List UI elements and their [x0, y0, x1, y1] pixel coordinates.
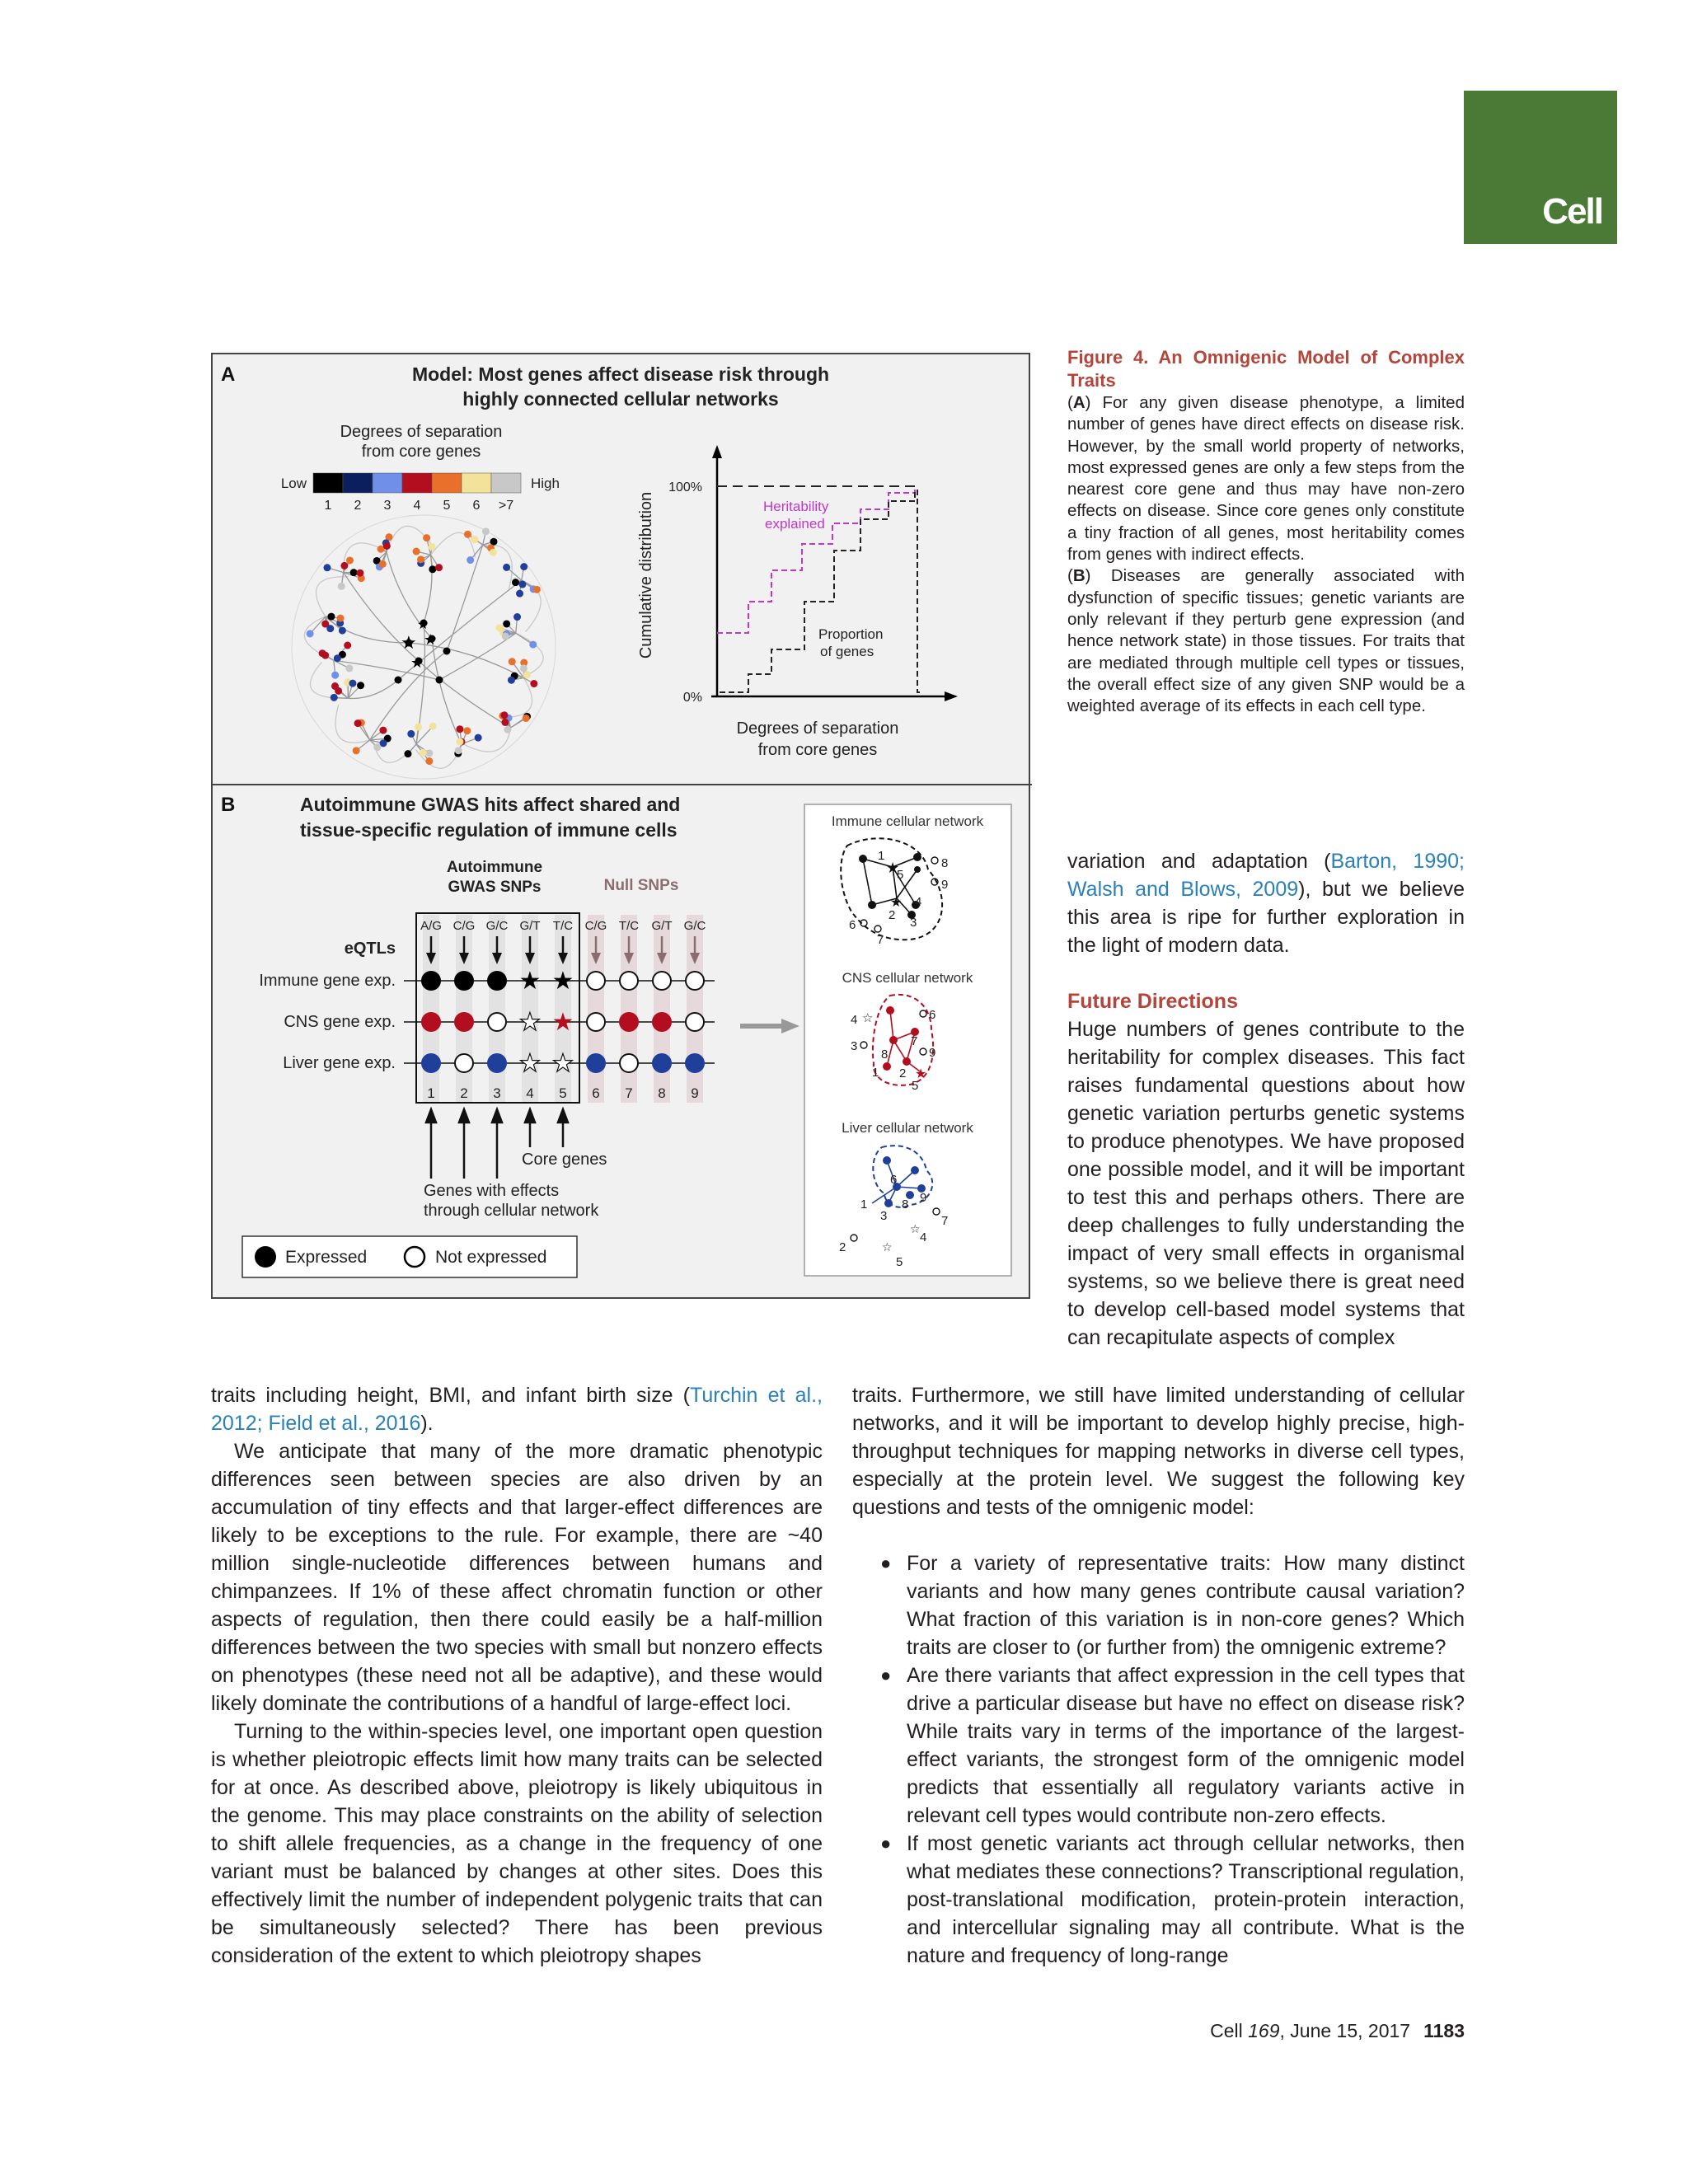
svg-text:8: 8 [902, 1197, 909, 1212]
network-node [443, 648, 451, 655]
legend-swatch [491, 473, 521, 493]
snp-allele: G/T [519, 919, 541, 933]
svg-text:8: 8 [881, 1047, 889, 1062]
legend-not-expressed: Not expressed [435, 1248, 547, 1267]
gene-expressed-marker [454, 971, 474, 991]
snp-allele: A/G [420, 919, 442, 933]
network-node [423, 534, 430, 541]
network-node [404, 750, 411, 757]
svg-text:9: 9 [929, 1046, 936, 1060]
core-gene-star: ★ [424, 631, 438, 648]
gene-expressed-marker [487, 971, 507, 991]
paragraph: We anticipate that many of the more dramatic phenotypic differences seen between species are also driven by an accumulation of tiny effects and that larger-effect differences are likely to be exceptions to the rule. For example, there are ~40 million single-nucleotide differences between humans and chimpanzees. If 1% of these affect chromatin function or other aspects of regulation, then there could easily be a half-million differences between the two species with small but nonzero effects on phenotypes (these need not all be adaptive), and these would likely dominate the contributions of a handful of large-effect loci. [211, 1440, 823, 1715]
svg-text:5: 5 [912, 1079, 919, 1093]
network-node [490, 549, 497, 556]
svg-text:★: ★ [890, 896, 903, 910]
caption-title: Figure 4. An Omnigenic Model of Complex Traits [1067, 347, 1465, 391]
cellular-network-graph [292, 515, 556, 779]
arrow-to-networks [740, 1019, 799, 1033]
network-node [520, 563, 528, 570]
proportion-label-2: of genes [820, 644, 874, 659]
chart-xlabel-2: from core genes [757, 741, 878, 759]
network-node [520, 664, 528, 672]
row-label-cns: CNS gene exp. [284, 1013, 396, 1031]
network-node [455, 747, 462, 754]
network-node [475, 734, 482, 742]
svg-text:1: 1 [872, 1066, 879, 1080]
column-number: 2 [460, 1085, 468, 1101]
panel-b-letter: B [221, 794, 236, 816]
column-number: 4 [526, 1085, 534, 1101]
network-node [429, 723, 437, 730]
network-node [425, 757, 433, 765]
caption-part-a: (A) For any given disease phenotype, a limited number of genes have direct effects on disease risk. However, by the small world property of networks, most expressed genes are only a few steps from the nearest core gene and thus may have non-zero effects on disease. Since core genes only constitute a tiny fraction of all genes, most heritability comes from genes with indirect effects. [1067, 393, 1465, 565]
panel-b-title-1: Autoimmune GWAS hits affect shared and [300, 794, 681, 815]
svg-text:☆: ☆ [882, 1240, 893, 1254]
network-node [523, 715, 530, 722]
list-item: ● For a variety of representative traits: How many distinct variants and how many genes contribute causal variation? What fraction of this variation is in non-core genes? Which traits are closer to (or further from) the omnigenic extreme? [852, 1549, 1465, 1661]
network-node [345, 664, 353, 672]
legend-swatch [373, 473, 402, 493]
core-gene-not-expressed-star: ★ [518, 1009, 542, 1036]
legend-title-2: from core genes [361, 443, 481, 461]
network-node [530, 680, 537, 687]
expressed-legend-marker [255, 1246, 276, 1268]
effects-label-1: Genes with effects [424, 1182, 560, 1200]
legend-expressed: Expressed [285, 1248, 368, 1267]
text-span: traits including height, BMI, and infant birth size ( [211, 1384, 690, 1407]
network-node [436, 677, 443, 684]
network-node [471, 536, 478, 543]
network-node [344, 641, 351, 649]
network-cns-title: CNS cellular network [842, 970, 973, 986]
svg-text:4: 4 [920, 1230, 927, 1244]
network-node [503, 564, 510, 571]
panel-a-title-1: Model: Most genes affect disease risk through [411, 363, 830, 385]
column-numbers [427, 1085, 698, 1101]
snp-allele: T/C [618, 919, 640, 933]
panel-a [221, 363, 958, 779]
network-node [350, 569, 358, 576]
caption-b-text: ) Diseases are generally associated with dysfunction of specific tissues; genetic variants are only relevant if they perturb gene expression (and hence network state) in those tissues. For traits that are mediated through multiple cell types or tissues, the overall effect size of any given SNP would be a weighted average of its effects in each cell type. [1067, 566, 1465, 716]
chart-y-bottom: 0% [682, 691, 702, 705]
snp-allele: T/C [552, 919, 574, 933]
paragraph: traits. Furthermore, we still have limited understanding of cellular networks, and it will be important to develop highly precise, high-throughput techniques for mapping networks in diverse cell types, especially at the protein level. We suggest the following key questions and tests of the omnigenic model: [852, 1384, 1465, 1519]
network-node [463, 727, 471, 734]
legend-tick: 5 [443, 499, 451, 513]
snp-allele: G/C [683, 919, 706, 933]
network-node [327, 613, 335, 621]
column-number: 9 [691, 1085, 699, 1101]
gene-expression-rows [404, 968, 715, 1077]
svg-text:9: 9 [920, 1191, 927, 1205]
null-snps-label: Null SNPs [603, 877, 679, 894]
network-node [516, 590, 523, 598]
svg-text:7: 7 [911, 1034, 918, 1048]
legend-low: Low [280, 476, 307, 491]
network-node [501, 719, 509, 726]
svg-text:2: 2 [889, 908, 896, 922]
network-node [354, 719, 362, 727]
network-node [503, 620, 510, 627]
network-node [456, 738, 463, 746]
svg-text:3: 3 [851, 1039, 858, 1053]
svg-text:3: 3 [880, 1209, 888, 1223]
network-node [425, 749, 433, 757]
svg-text:4: 4 [851, 1013, 858, 1027]
gene-expressed-marker [586, 1053, 606, 1073]
citation-link[interactable]: Turchin et al., 2012; Field et al., 2016 [211, 1384, 823, 1435]
footer-date: , June 15, 2017 [1279, 2020, 1411, 2041]
figure-4 [211, 353, 1030, 1299]
network-node [513, 613, 521, 621]
network-node [337, 615, 345, 622]
network-node [331, 694, 338, 701]
snp-allele: C/G [452, 919, 476, 933]
snp-allele: C/G [584, 919, 607, 933]
not-expressed-legend-marker [405, 1247, 424, 1267]
network-node [340, 562, 348, 569]
network-node [529, 641, 537, 649]
svg-text:1: 1 [878, 849, 885, 863]
gene-not-expressed-marker [488, 1013, 506, 1031]
legend-swatch [462, 473, 491, 493]
snp-allele: G/T [651, 919, 673, 933]
network-liver-title: Liver cellular network [842, 1120, 973, 1136]
key-questions-list [852, 1549, 1465, 1970]
legend-tick: 4 [413, 499, 421, 513]
network-node [334, 654, 341, 662]
legend-tick: 2 [354, 499, 362, 513]
column-number: 3 [493, 1085, 501, 1101]
network-node [349, 680, 356, 687]
network-node [420, 749, 427, 757]
gene-expressed-marker [421, 1053, 441, 1073]
paragraph: Turning to the within-species level, one important open question is whether pleiotropic effects limit how many traits can be selected for at once. As described above, pleiotropy is likely ubiquitous in the genome. This may place constraints on the ability of selection to shift allele frequencies, as a change in the frequency of one variant must be balanced by changes at other sites. Does this effectively limit the number of independent polygenic traits that can be simultaneously selected? There has been previous consideration of the extent to which pleiotropy shapes [211, 1720, 823, 1967]
gene-not-expressed-marker [455, 1054, 473, 1072]
footer-journal: Cell [1210, 2020, 1243, 2041]
network-node [508, 677, 515, 684]
network-node [326, 625, 334, 632]
list-item: ● Are there variants that affect expression in the cell types that drive a particular disease but have no effect on disease risk? While traits vary in terms of the importance of the largest-effect variants, the strongest form of the omnigenic model predicts that essentially all regulatory variants active in relevant cell types would contribute non-zero effects. [852, 1661, 1465, 1830]
network-node [509, 658, 516, 665]
caption-part-b: (B) Diseases are generally associated with dysfunction of specific tissues; genetic variants are only relevant if they perturb gene expression (and hence network state) in those tissues. For traits that are mediated through multiple cell types or tissues, the overall effect size of any given SNP would be a weighted average of its effects in each cell type. [1067, 566, 1465, 716]
network-node [323, 564, 331, 571]
gene-not-expressed-marker [587, 1013, 605, 1031]
svg-text:5: 5 [896, 1255, 903, 1269]
svg-text:1: 1 [860, 1197, 868, 1212]
core-gene-expressed-star: ★ [551, 968, 574, 995]
panel-a-letter: A [221, 363, 236, 386]
svg-text:6: 6 [929, 1008, 936, 1022]
core-gene-star: ★ [401, 632, 417, 653]
list-item: ● If most genetic variants act through cellular networks, then what mediates these connections? Transcriptional regulation, post-translational modification, protein-protein interaction, and intercellular signaling may all contribute. What is the nature and frequency of long-range [852, 1830, 1465, 1970]
network-node [502, 633, 509, 640]
figure-caption [1067, 346, 1465, 717]
network-node [523, 671, 531, 678]
gene-expressed-marker [421, 971, 441, 991]
core-gene-not-expressed-star: ★ [551, 1050, 574, 1077]
network-node [373, 743, 381, 751]
column-number: 5 [559, 1085, 567, 1101]
network-node [413, 548, 420, 555]
network-node [435, 564, 443, 571]
network-node [456, 725, 463, 733]
core-gene-expressed-star: ★ [551, 1009, 574, 1036]
footer-volume: 169 [1248, 2020, 1280, 2041]
network-node [353, 747, 360, 754]
heritability-label-2: explained [765, 516, 825, 532]
network-node [331, 682, 339, 690]
column-number: 8 [658, 1085, 666, 1101]
column-number: 6 [592, 1085, 600, 1101]
gene-not-expressed-marker [686, 1013, 704, 1031]
legend-swatch [343, 473, 373, 493]
legend-tick: 3 [383, 499, 392, 513]
legend-high: High [531, 476, 560, 491]
network-node [338, 583, 345, 590]
panel-b [221, 794, 1011, 1277]
expression-legend [242, 1236, 577, 1277]
svg-text:5: 5 [897, 868, 904, 882]
legend-swatch [432, 473, 462, 493]
gene-expressed-marker [652, 1053, 672, 1073]
core-gene-star: ★ [410, 654, 424, 671]
gene-expressed-marker [619, 1012, 639, 1032]
autoimmune-label-2: GWAS SNPs [448, 879, 542, 896]
autoimmune-label-1: Autoimmune [446, 859, 543, 876]
paragraph [211, 1381, 823, 1437]
network-node [407, 730, 415, 738]
column-number: 1 [427, 1085, 435, 1101]
network-node [339, 627, 346, 635]
svg-text:9: 9 [941, 878, 949, 892]
gene-not-expressed-marker [620, 1054, 638, 1072]
network-node [346, 556, 354, 564]
caption-a-label: A [1072, 393, 1085, 412]
network-node [379, 560, 387, 568]
row-label-immune: Immune gene exp. [259, 972, 396, 990]
svg-text:★: ★ [886, 860, 900, 876]
network-node [533, 586, 541, 593]
proportion-label-1: Proportion [818, 626, 884, 642]
gene-expressed-marker [685, 1053, 705, 1073]
legend-tick: 6 [472, 499, 481, 513]
network-node [490, 538, 498, 546]
svg-text:6: 6 [849, 918, 856, 932]
text-span: ), but we believe this area is ripe for further exploration in the light of modern data. [1067, 878, 1465, 957]
core-gene-star: ★ [417, 618, 429, 632]
network-node [417, 555, 424, 563]
svg-text:6: 6 [890, 1173, 898, 1187]
paragraph [1067, 847, 1465, 959]
gene-not-expressed-marker [653, 972, 671, 990]
svg-text:8: 8 [941, 856, 949, 870]
network-node [415, 724, 422, 731]
snp-allele: G/C [485, 919, 509, 933]
svg-text:☆: ☆ [910, 1222, 921, 1235]
legend-title-1: Degrees of separation [340, 423, 503, 441]
cell-journal-logo [1464, 91, 1617, 244]
network-node [331, 672, 339, 679]
cumulative-distribution-chart [637, 445, 958, 759]
caption-b-label: B [1072, 566, 1085, 586]
panel-b-title-2: tissue-specific regulation of immune cells [300, 819, 678, 841]
right-column-upper [1067, 847, 1465, 1352]
svg-text:2: 2 [839, 1240, 846, 1254]
gene-expressed-marker [454, 1012, 474, 1032]
logo-text: Cell [1542, 191, 1602, 232]
legend-swatch [313, 473, 343, 493]
network-node [464, 531, 471, 538]
gene-expressed-marker [421, 1012, 441, 1032]
page-number: 1183 [1423, 2020, 1465, 2041]
gene-not-expressed-marker [620, 972, 638, 990]
eqtls-label: eQTLs [344, 940, 396, 958]
chart-ylabel: Cumulative distribution [637, 491, 655, 659]
text-span: ). [420, 1412, 434, 1435]
network-node [379, 727, 387, 734]
heritability-label-1: Heritability [763, 499, 829, 514]
core-gene-not-expressed-star: ★ [518, 1050, 542, 1077]
gene-expressed-marker [487, 1053, 507, 1073]
core-gene-expressed-star: ★ [518, 968, 542, 995]
svg-text:2: 2 [899, 1066, 907, 1080]
page-footer [1154, 2020, 1465, 2042]
tissue-networks-box [804, 804, 1011, 1276]
legend-tick: 1 [324, 499, 332, 513]
citation-link[interactable]: Barton, 1990; Walsh and Blows, 2009 [1067, 850, 1465, 901]
caption-a-text: ) For any given disease phenotype, a limited number of genes have direct effects on disease risk. However, by the small world property of networks, most expressed genes are only a few steps from the nearest core gene and thus may have non-zero effects on disease. Since core genes only constitute a tiny fraction of all genes, most heritability comes from genes with indirect effects. [1067, 393, 1465, 565]
svg-text:3: 3 [910, 916, 917, 930]
effects-label-2: through cellular network [424, 1202, 599, 1220]
legend-swatch [402, 473, 432, 493]
network-node [504, 726, 511, 733]
row-label-liver: Liver gene exp. [283, 1054, 396, 1072]
column-number: 7 [625, 1085, 633, 1101]
network-node [518, 581, 526, 588]
network-node [482, 527, 490, 535]
network-node [357, 682, 364, 689]
gene-expressed-marker [652, 1012, 672, 1032]
svg-text:☆: ☆ [862, 1011, 874, 1025]
network-node [356, 569, 363, 577]
network-node [429, 565, 436, 573]
text-span: variation and adaptation ( [1067, 850, 1331, 873]
panel-a-title-2: highly connected cellular networks [462, 388, 779, 410]
section-heading: Future Directions [1067, 990, 1238, 1013]
svg-text:7: 7 [877, 933, 884, 947]
svg-text:7: 7 [941, 1214, 949, 1228]
left-column [211, 1381, 823, 1970]
network-node [467, 556, 474, 564]
chart-xlabel-1: Degrees of separation [736, 719, 899, 738]
network-node [319, 649, 326, 657]
network-immune-title: Immune cellular network [831, 813, 984, 829]
legend-tick: >7 [498, 499, 514, 513]
network-node [395, 677, 402, 684]
gene-not-expressed-marker [686, 972, 704, 990]
network-node [429, 543, 436, 551]
core-genes-label: Core genes [522, 1151, 607, 1169]
gene-not-expressed-marker [587, 972, 605, 990]
network-node [307, 630, 314, 637]
network-node [383, 542, 391, 550]
svg-text:4: 4 [915, 895, 922, 909]
svg-text:★: ★ [915, 1067, 927, 1081]
paragraph: Huge numbers of genes contribute to the heritability for complex diseases. This fact raises fundamental questions about how genetic variation perturbs genetic systems to produce phenotypes. We have proposed one possible model, and it will be important to test this and perhaps others. There are deep challenges to fully understanding the impact of very small effects in organismal systems, so we believe there is great need to develop cell-based model systems that can recapitulate aspects of complex [1067, 1018, 1465, 1349]
network-node [512, 579, 519, 586]
chart-y-top: 100% [668, 480, 702, 494]
right-column-lower [852, 1381, 1465, 1970]
network-node [500, 711, 508, 719]
color-legend [313, 473, 521, 513]
